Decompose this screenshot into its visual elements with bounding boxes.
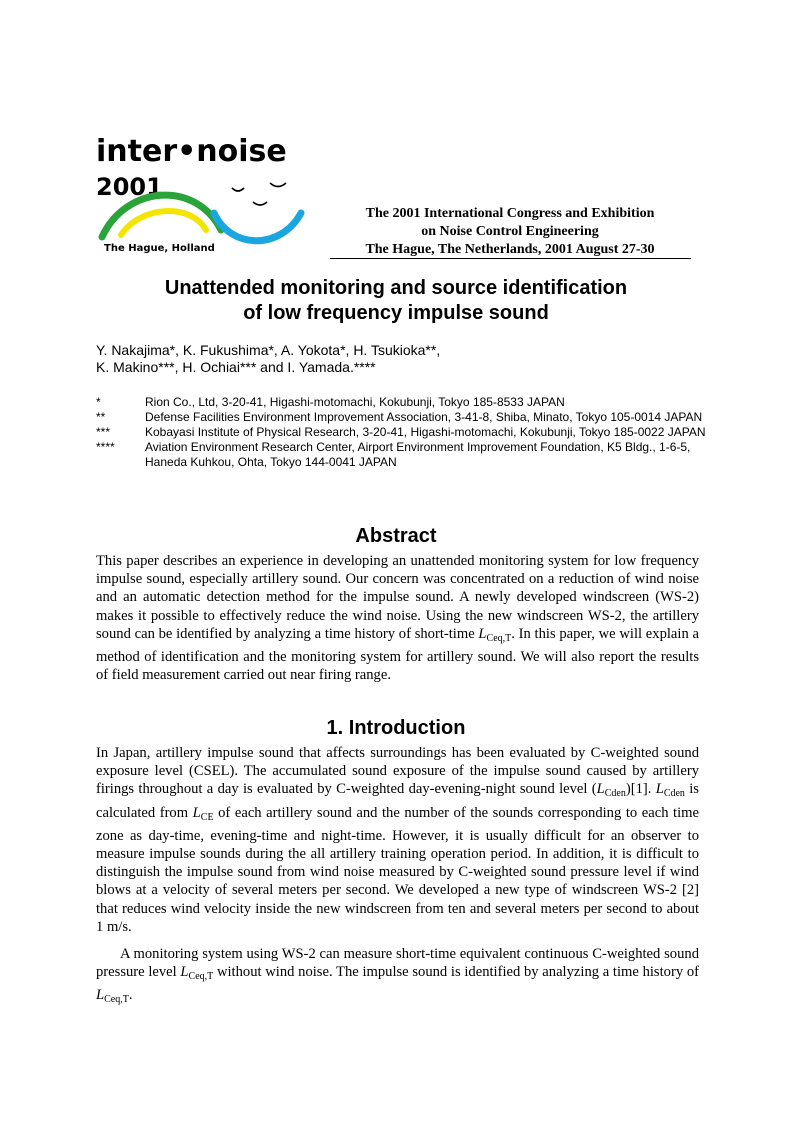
authors [96,342,696,376]
symbol-L: L [478,625,487,642]
intro-text: A monitoring system using WS-2 can measure short-time equivalent continuous C-weighted sound pressure level [96,946,699,981]
introduction-paragraph [96,945,699,1010]
authors-line: Y. Nakajima*, K. Fukushima*, A. Yokota*, H. Tsukioka**, [96,342,441,358]
symbol-L: L [96,987,105,1004]
intro-text: In Japan, artillery impulse sound that affects surroundings has been evaluated by C-weighted sound exposure level (CSEL). The accumulated sound exposure of the impulse sound caused by artillery firings throughout a day is evaluated by C-weighted day-evening-night sound level ( [96,745,699,798]
subscript-ceqt: Ceq,T [104,994,129,1006]
affiliation [96,395,706,410]
affiliation [96,440,706,470]
affiliation-text: Rion Co., Ltd, 3-20-41, Higashi-motomachi, Kokubunji, Tokyo 185-8533 JAPAN [145,395,565,409]
affiliation-mark: **** [96,440,115,454]
abstract-paragraph [96,552,699,684]
intro-text: . [128,987,133,1004]
intro-text: of each artillery sound and the number of the sounds corresponding to each time zone as day-time, evening-time and night-time. However, it is usually difficult for an observer to measure impulse sounds during the all artillery training operation period. In addition, it is difficult to distinguish the impulse sound from wind noise measured by C-weighted sound pressure level if wind blows at a velocity of several meters per second. We developed a new type of windscreen WS-2 [2] that reduces wind velocity inside the new windscreen from ten and several meters per second to about 1 m/s. [96,804,699,935]
logo-text: inter•noise [96,134,287,169]
affiliation-mark: ** [96,410,106,424]
subscript-ceqt: Ceq,T [188,971,214,983]
conference-line: on Noise Control Engineering [421,224,599,239]
intro-text: is calculated from [96,781,699,821]
abstract-text: . In this paper, we will explain a method of identification and the monitoring system for artillery sound. We will also report the results of field measurement carried out near firing range. [96,625,699,684]
subscript-cden: Cden [663,788,685,800]
header-rule [330,258,691,259]
symbol-L: L [655,781,664,798]
affiliation [96,425,706,440]
title-line: of low frequency impulse sound [243,302,549,324]
intro-text: )[1]. [625,781,656,798]
subscript-cden: Cden [604,788,626,800]
title-line: Unattended monitoring and source identification [164,277,628,299]
affiliation-mark: *** [96,425,111,439]
abstract-heading: Abstract [355,525,437,547]
conference-logo [96,135,336,260]
affiliation-text: Kobayasi Institute of Physical Research, 3-20-41, Higashi-motomachi, Kokubunji, Tokyo 185-0022 JAPAN [145,425,706,439]
logo-place: The Hague, Holland [104,243,215,254]
introduction-paragraph [96,744,699,936]
subscript-ceqt: Ceq,T [486,632,512,644]
abstract-text: This paper describes an experience in developing an unattended monitoring system for low frequency impulse sound, especially artillery sound. Our concern was concentrated on a reduction of wind noise and an automatic detection method for the impulse sound. A newly developed windscreen (WS-2) makes it possible to effectively reduce the wind noise. Using the new windscreen WS-2, the artillery sound can be identified by analyzing a time history of short-time [96,553,699,642]
affiliations [96,395,706,470]
paper-title [96,276,696,326]
subscript-ce: CE [200,811,214,823]
intro-text: without wind noise. The impulse sound is identified by analyzing a time history of [213,964,699,981]
affiliation-text: Defense Facilities Environment Improvement Association, 3-41-8, Shiba, Minato, Tokyo 105-0014 JAPAN [145,410,703,424]
conference-line: The Hague, The Netherlands, 2001 August 27-30 [365,242,655,257]
conference-info [330,205,690,259]
affiliation-text: Aviation Environment Research Center, Airport Environment Improvement Foundation, K5 Bldg., 1-6-5, Haneda Kuhkou, Ohta, Tokyo 144-0041 JAPAN [145,440,691,469]
logo-arcs-graphic [96,175,336,250]
symbol-L: L [180,964,189,981]
introduction-heading: 1. Introduction [326,717,466,739]
symbol-L: L [596,781,605,798]
affiliation [96,410,706,425]
affiliation-mark: * [96,395,101,409]
authors-line: K. Makino***, H. Ochiai*** and I. Yamada.**** [96,359,376,375]
symbol-L: L [192,804,201,821]
logo-year: 2001 [96,173,163,201]
conference-line: The 2001 International Congress and Exhibition [365,206,655,221]
